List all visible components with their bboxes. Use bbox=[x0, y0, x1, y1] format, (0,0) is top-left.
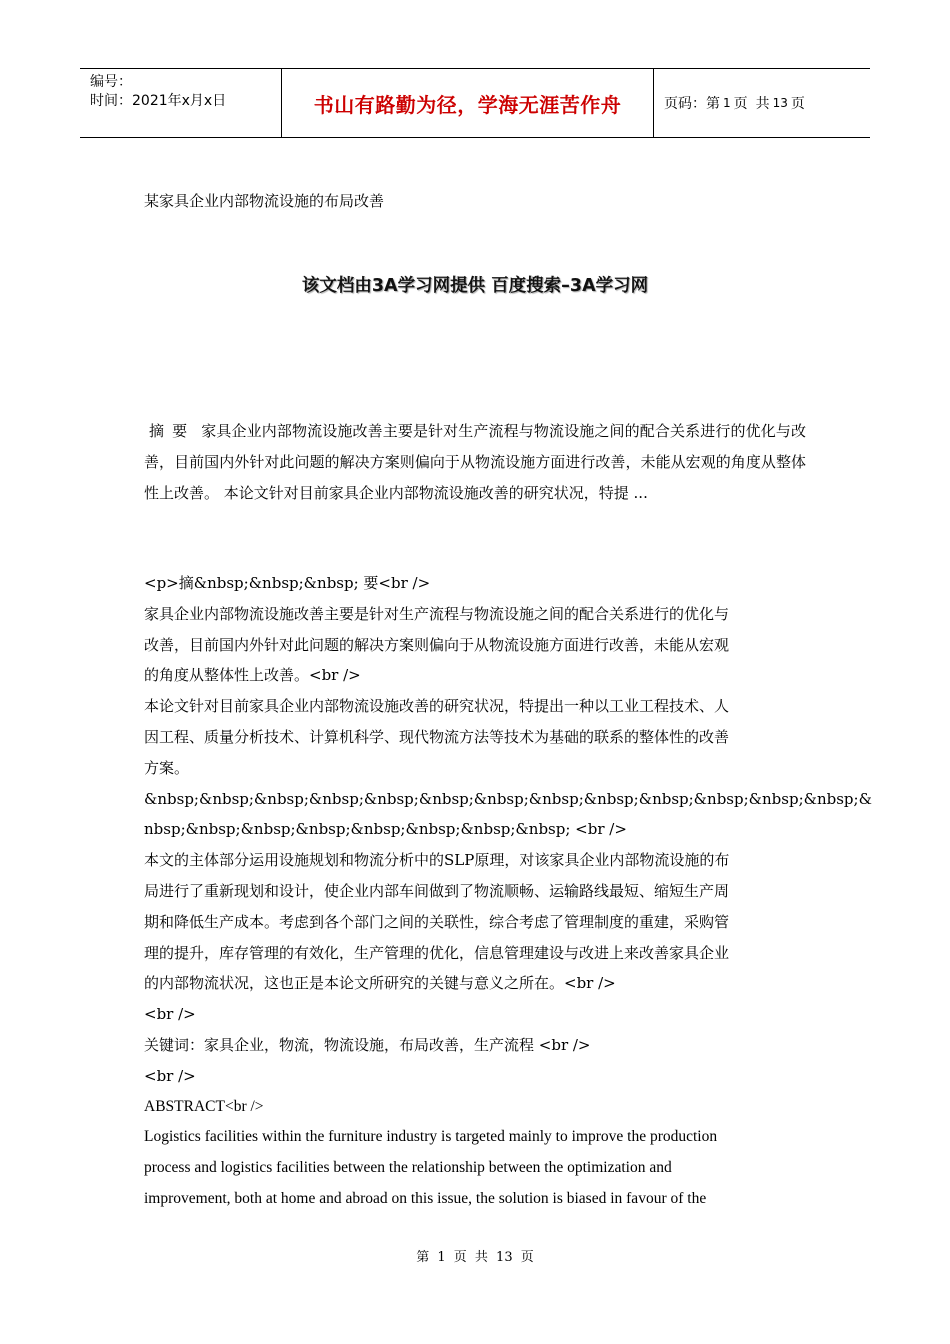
keywords-line: 关键词：家具企业，物流，物流设施，布局改善，生产流程 <br /> bbox=[144, 1035, 591, 1054]
body-line-en: process and logistics facilities between the relationship between the optimization and bbox=[144, 1159, 672, 1177]
document-time-label: 时间：2021年x月x日 bbox=[90, 93, 227, 109]
document-number-label: 编号： bbox=[90, 74, 132, 90]
page-footer: 第 1 页 共 13 页 bbox=[416, 1250, 534, 1265]
abstract-en-heading: ABSTRACT<br /> bbox=[144, 1097, 264, 1115]
header-meta-cell bbox=[80, 69, 281, 137]
abstract-label: 摘 要 bbox=[149, 422, 188, 440]
body-line: 的内部物流状况，这也正是本论文所研究的关键与意义之所在。<br /> bbox=[144, 974, 616, 993]
header-motto: 书山有路勤为径，学海无涯苦作舟 bbox=[281, 69, 654, 137]
abstract-text: 家具企业内部物流设施改善主要是针对生产流程与物流设施之间的配合关系进行的优化与改善，目前国内外针对此问题的解决方案则偏向于从物流设施方面进行改善，未能从宏观的角度从整体性上改善。 本论文针对目前家具企业内部物流设施改善的研究状况，特提 ... bbox=[144, 422, 806, 502]
total-unit: 页 bbox=[790, 96, 805, 112]
body-line: <p>摘&nbsp;&nbsp;&nbsp; 要<br /> bbox=[144, 574, 431, 592]
body-line: 局进行了重新现划和设计，使企业内部车间做到了物流顺畅、运输路线最短、缩短生产周 bbox=[144, 881, 730, 900]
body-line: 的角度从整体性上改善。<br /> bbox=[144, 666, 361, 685]
body-line: &nbsp;&nbsp;&nbsp;&nbsp;&nbsp;&nbsp;&nbsp;&nbsp;&nbsp;&nbsp;&nbsp;&nbsp;&nbsp;& bbox=[144, 789, 872, 808]
document-title: 某家具企业内部物流设施的布局改善 bbox=[144, 192, 385, 210]
page-unit: 页 bbox=[733, 96, 748, 112]
total-pages: 13 bbox=[772, 96, 788, 110]
page-label: 页码：第 bbox=[664, 96, 720, 112]
body-line-en: Logistics facilities within the furniture industry is targeted mainly to improve the production bbox=[144, 1128, 718, 1146]
body-line: 方案。 bbox=[144, 758, 190, 777]
abstract-paragraph bbox=[144, 416, 806, 509]
total-label: 共 bbox=[755, 96, 770, 112]
body-line: 家具企业内部物流设施改善主要是针对生产流程与物流设施之间的配合关系进行的优化与 bbox=[144, 604, 730, 623]
body-line: 本文的主体部分运用设施规划和物流分析中的SLP原理，对该家具企业内部物流设施的布 bbox=[144, 851, 730, 870]
body-line: 期和降低生产成本。考虑到各个部门之间的关联性，综合考虑了管理制度的重建，采购管 bbox=[144, 912, 730, 931]
body-line: 因工程、质量分析技术、计算机科学、现代物流方法等技术为基础的联系的整体性的改善 bbox=[144, 727, 730, 746]
body-line: nbsp;&nbsp;&nbsp;&nbsp;&nbsp;&nbsp;&nbsp;&nbsp; <br /> bbox=[144, 820, 627, 839]
body-line-en: improvement, both at home and abroad on this issue, the solution is biased in favour of the bbox=[144, 1189, 707, 1207]
body-line: 理的提升，库存管理的有效化，生产管理的优化，信息管理建设与改进上来改善家具企业 bbox=[144, 943, 730, 962]
body-line: <br /> bbox=[144, 1005, 196, 1024]
body-line: <br /> bbox=[144, 1066, 196, 1085]
body-text bbox=[144, 568, 872, 1215]
page-number: 1 bbox=[723, 96, 731, 110]
header-page-info bbox=[654, 69, 870, 137]
body-line: 本论文针对目前家具企业内部物流设施改善的研究状况，特提出一种以工业工程技术、人 bbox=[144, 697, 730, 716]
header-table bbox=[80, 68, 870, 138]
body-line: 改善，目前国内外针对此问题的解决方案则偏向于从物流设施方面进行改善，未能从宏观 bbox=[144, 635, 730, 654]
source-banner: 该文档由3A学习网提供 百度搜索–3A学习网 bbox=[301, 276, 649, 296]
